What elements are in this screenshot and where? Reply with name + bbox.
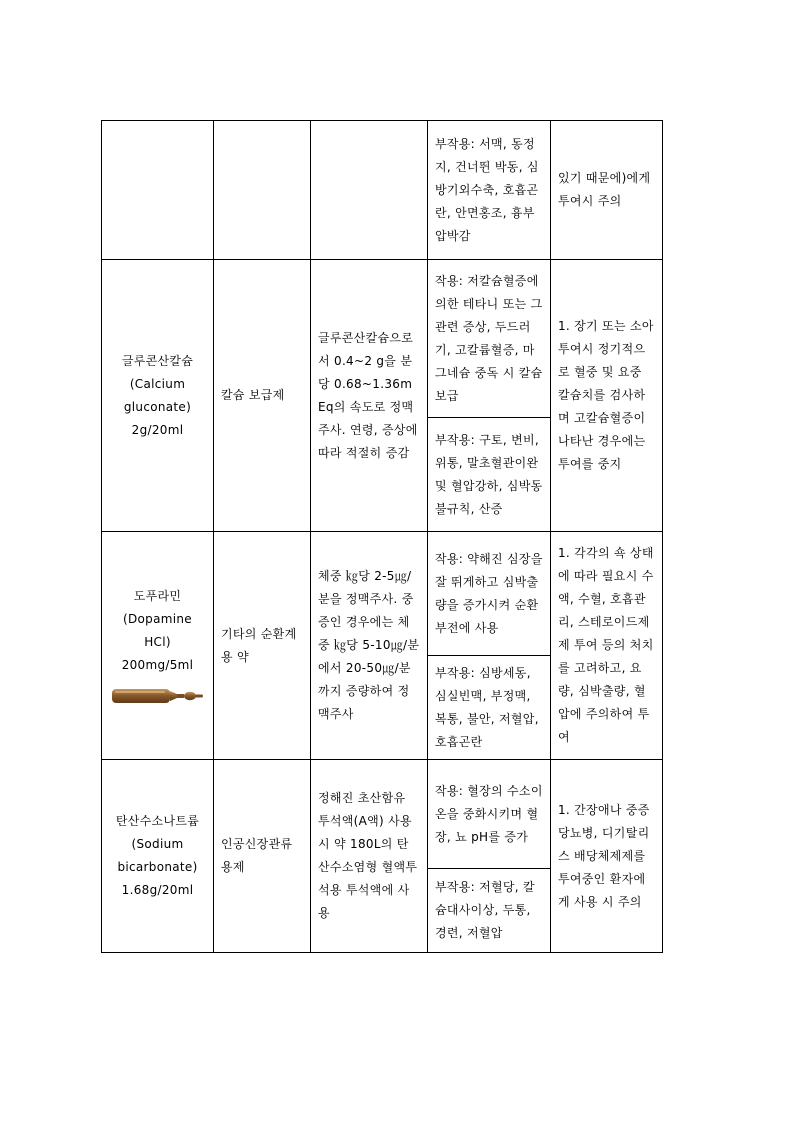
dosage-cell: 정해진 초산함유 투석액(A액) 사용시 약 180L의 탄산수소염형 혈액투석용 투석액에 사용 <box>311 760 428 953</box>
drug-name-cell <box>102 121 214 260</box>
drug-name-korean: 탄산수소나트륨 <box>115 814 200 828</box>
drug-name-english: HCl) <box>144 634 171 649</box>
drug-name-cell <box>102 760 214 953</box>
table-row <box>102 760 663 869</box>
drug-name-cell <box>102 532 214 760</box>
side-effect-cell: 부작용: 저혈당, 칼슘대사이상, 두통, 경련, 저혈압 <box>428 869 551 953</box>
table-row <box>102 121 663 260</box>
ampule-icon <box>111 685 205 707</box>
drug-name-korean: 글루콘산칼슘 <box>121 353 194 368</box>
dosage-cell <box>311 121 428 260</box>
caution-cell: 1. 간장애나 중증당뇨병, 디기탈리스 배당체제제를 투여중인 환자에게 사용 시 주의 <box>551 760 663 953</box>
side-effect-cell: 부작용: 서맥, 동정지, 건너뛴 박동, 심방기외수축, 호흡곤란, 안면홍조, 흉부압박감 <box>428 121 551 260</box>
dosage-cell: 체중 ㎏당 2-5㎍/분을 정맥주사. 중증인 경우에는 체중 ㎏당 5-10㎍/분에서 20-50㎍/분까지 증량하여 정맥주사 <box>311 532 428 760</box>
drug-name-cell <box>102 260 214 532</box>
action-cell: 작용: 혈장의 수소이온을 중화시키며 혈장, 뇨 pH를 증가 <box>428 760 551 869</box>
drug-name-english: gluconate) <box>123 399 192 414</box>
drug-name-korean: 도푸라민 <box>133 588 182 603</box>
drug-name-english: (Dopamine <box>123 611 192 626</box>
drug-name-english: (Sodium <box>131 837 184 851</box>
drug-class-cell: 기타의 순환계용 약 <box>214 532 311 760</box>
table-row <box>102 260 663 418</box>
action-cell: 작용: 저칼슘혈증에 의한 테타니 또는 그 관련 증상, 두드러기, 고칼륨혈증, 마그네슘 중독 시 칼슘 보급 <box>428 260 551 418</box>
drug-class-cell: 인공신장관류용제 <box>214 760 311 953</box>
drug-strength: 1.68g/20ml <box>121 883 194 897</box>
action-cell: 작용: 약해진 심장을 잘 뛰게하고 심박출량을 증가시켜 순환부전에 사용 <box>428 532 551 656</box>
drug-class-cell: 칼슘 보급제 <box>214 260 311 532</box>
drug-name-english: bicarbonate) <box>117 860 198 874</box>
dosage-cell: 글루콘산칼슘으로서 0.4~2 g을 분당 0.68~1.36mEq의 속도로 정맥주사. 연령, 증상에 따라 적절히 증감 <box>311 260 428 532</box>
caution-cell: 있기 때문에)에게 투여시 주의 <box>551 121 663 260</box>
side-effect-cell: 부작용: 구토, 변비, 위통, 말초혈관이완 및 혈압강하, 심박동불규칙, 산증 <box>428 418 551 532</box>
drug-strength: 2g/20ml <box>131 422 184 437</box>
drug-class-cell <box>214 121 311 260</box>
table-row <box>102 532 663 656</box>
caution-cell: 1. 각각의 쇽 상태에 따라 필요시 수액, 수혈, 호흡관리, 스테로이드제제 투여 등의 처치를 고려하고, 요량, 심박출량, 혈압에 주의하여 투여 <box>551 532 663 760</box>
drug-table <box>101 120 663 953</box>
caution-cell: 1. 장기 또는 소아투여시 정기적으로 혈중 및 요중 칼슘치를 검사하며 고칼슘혈증이 나타난 경우에는 투여를 중지 <box>551 260 663 532</box>
side-effect-cell: 부작용: 심방세동, 심실빈맥, 부정맥, 복통, 불안, 저혈압, 호흡곤란 <box>428 656 551 760</box>
drug-strength: 200mg/5ml <box>121 657 194 672</box>
drug-name-english: (Calcium <box>129 376 186 391</box>
